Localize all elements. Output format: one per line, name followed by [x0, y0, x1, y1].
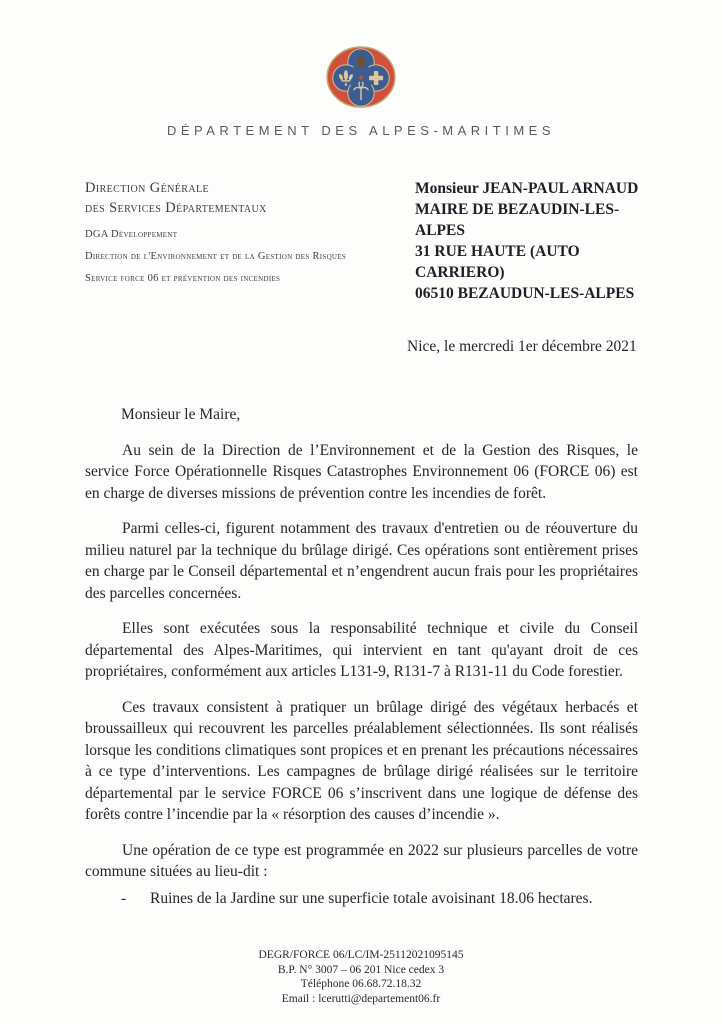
list-item-text: Ruines de la Jardine sur une superficie totale avoisinant 18.06 hectares. — [150, 889, 593, 907]
recipient-line: Monsieur JEAN-PAUL ARNAUD — [415, 180, 639, 197]
paragraph: Une opération de ce type est programmée en 2022 sur plusieurs parcelles de votre commune situées au lieu-dit : — [85, 841, 638, 880]
sender-block — [85, 178, 415, 304]
sender-line: Direction Générale — [85, 180, 209, 196]
letter-body — [0, 404, 722, 909]
recipient-block — [415, 178, 662, 304]
recipient-line: MAIRE DE BEZAUDIN-LES-ALPES — [415, 201, 620, 239]
paragraph: Elles sont exécutées sous la responsabilité technique et civile du Conseil départemental des Alpes-Maritimes, qui intervient en tant qu'ayant droit de ces propriétaires, conformément aux articles L131-9, R131-7 à R131-11 du Code forestier. — [85, 620, 638, 680]
list-item — [85, 888, 638, 910]
department-title: DÉPARTEMENT DES ALPES-MARITIMES — [167, 123, 555, 138]
footer-reference: DEGR/FORCE 06/LC/IM-25112021095145 — [258, 949, 464, 961]
paragraph: Parmi celles-ci, figurent notamment des travaux d'entretien ou de réouverture du milieu naturel par la technique du brûlage dirigé. Ces opérations sont entièrement prises en charge par le Conseil départemental et n’engendrent aucun frais pour les propriétaires des parcelles concernées. — [85, 520, 638, 602]
paragraph: Ces travaux consistent à pratiquer un brûlage dirigé des végétaux herbacés et broussailleux qui recouvrent les parcelles préalablement sélectionnées. Ils sont réalisés lorsque les conditions climatiques sont propices et en prenant les précautions nécessaires à ce type d’interventions. Les campagnes de brûlage dirigé réalisées sur le territoire départemental par le service FORCE 06 s’inscrivent dans une logique de défense des forêts contre l’incendie par la « résorption des causes d’incendie ». — [85, 698, 638, 823]
alpes-maritimes-emblem-icon — [324, 46, 398, 110]
letterhead — [0, 0, 722, 138]
address-row — [0, 178, 722, 304]
recipient-line: 06510 BEZAUDUN-LES-ALPES — [415, 285, 635, 302]
paragraph: Au sein de la Direction de l’Environnement et de la Gestion des Risques, le service Force Opérationnelle Risques Catastrophes Environnement 06 (FORCE 06) est en charge de diverses missions de prévention contre les incendies de forêt. — [85, 441, 638, 502]
footer-email: Email : lcerutti@departement06.fr — [281, 992, 441, 1005]
sender-line: DGA Développement — [85, 229, 178, 240]
letter-footer — [0, 948, 722, 1006]
list-item-dash: - — [121, 889, 127, 907]
footer-address: B.P. N° 3007 – 06 201 Nice cedex 3 — [277, 963, 445, 976]
sender-line: des Services Départementaux — [85, 200, 267, 216]
footer-phone: Téléphone 06.68.72.18.32 — [300, 978, 422, 990]
recipient-line: 31 RUE HAUTE (AUTO CARRIERO) — [415, 243, 580, 281]
salutation: Monsieur le Maire, — [121, 406, 241, 423]
date-line: Nice, le mercredi 1er décembre 2021 — [407, 338, 637, 355]
sender-line: Service force 06 et prévention des incendies — [85, 273, 281, 284]
sender-line: Direction de l'Environnement et de la Gestion des Risques — [85, 251, 347, 262]
